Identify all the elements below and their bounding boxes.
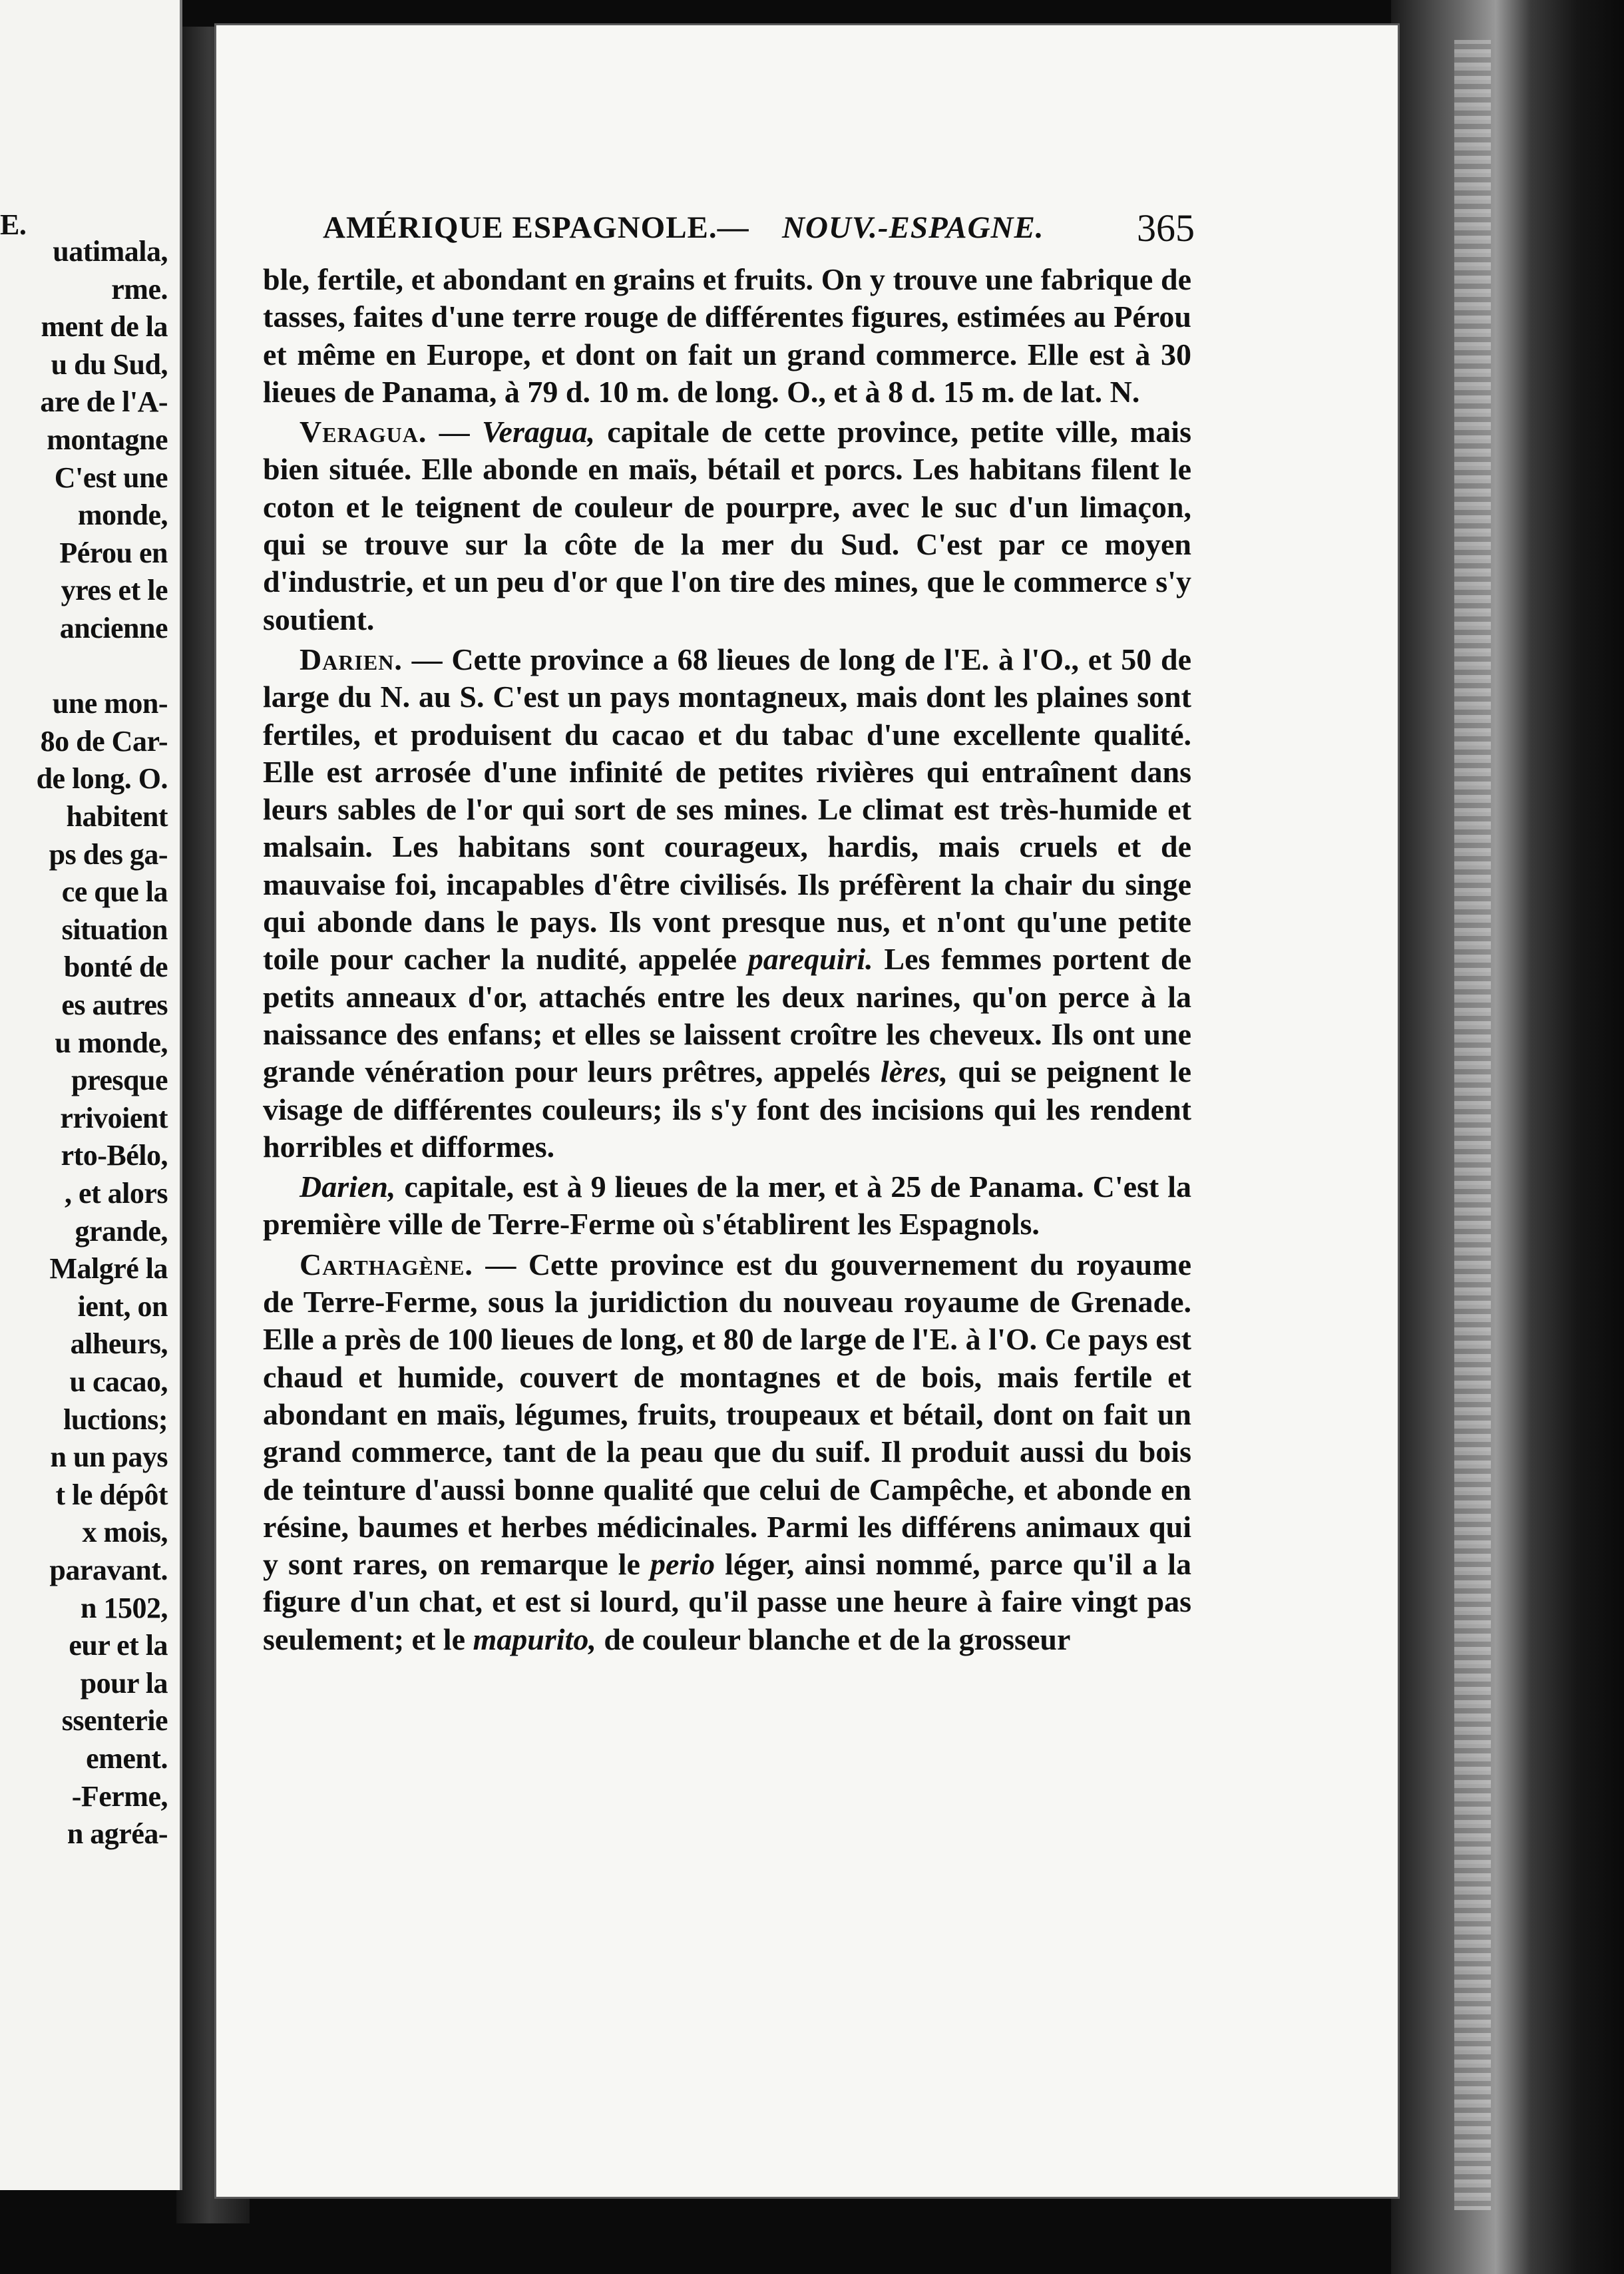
paragraph-text: de couleur blanche et de la grosseur (596, 1622, 1071, 1656)
left-page-line: pour la (80, 1666, 168, 1700)
left-page-line: ancienne (59, 612, 168, 644)
left-page-line: ps des ga- (49, 837, 168, 871)
left-page-line: ce que la (61, 875, 168, 909)
paragraph-text: qui se peignent le visage de différentes couleurs; ils s'y font des incisions qui les rendent horribles et difformes. (263, 1054, 1191, 1164)
left-page-line: yres et le (61, 574, 168, 607)
left-page-line: are de l'A- (40, 385, 168, 419)
left-page-line: u du Sud, (51, 347, 168, 381)
paragraph-continuation: ble, fertile, et abondant en grains et fruits. On y trouve une fabrique de tasses, faites d'une terre rouge de différentes figures, estimées au Pérou et même en Europe, et dont on fait un grand commerce. Elle est à 30 lieues de Panama, à 79 d. 10 m. de long. O., et à 8 d. 15 m. de lat. N. (263, 262, 1191, 409)
left-page-line: ssenterie (61, 1704, 168, 1737)
paragraph-carthagene (263, 1246, 1191, 1658)
paragraph-darien (263, 641, 1191, 1166)
city-name-darien: Darien, (300, 1170, 396, 1204)
section-heading-darien: Darien. (300, 642, 403, 676)
dash: — (427, 415, 482, 449)
page-edge-background (1391, 0, 1624, 2274)
left-page-line: montagne (47, 423, 168, 456)
left-page-line: ement. (86, 1742, 168, 1775)
left-page-line: rto-Bélo, (61, 1139, 168, 1172)
paragraph-text: — Cette province a 68 lieues de long de l'E. à l'O., et 50 de large du N. au S. C'est un pays montagneux, mais dont les plaines sont fertiles, et produisent du cacao et du tabac d'une excellente qualité. Elle est arrosée d'une infinité de petites rivières qui entraînent dans leurs sables de l'or qui sort de ses mines. Le climat est très-humide et malsain. Les habitans sont courageux, hardis, mais cruels et de mauvaise foi, incapables d'être civilisés. Ils préfèrent la chair du singe qui abonde dans le pays. Ils vont presque nus, et n'ont qu'une petite toile pour cacher la nudité, appelée (263, 642, 1191, 977)
left-page-line: Malgré la (49, 1252, 168, 1285)
page-number: 365 (1137, 206, 1195, 250)
left-page-line: , et alors (64, 1177, 168, 1210)
left-page-line: ient, on (77, 1289, 168, 1323)
paragraph-darien-city (263, 1168, 1191, 1244)
italic-term: parequiri. (747, 942, 873, 977)
left-page-line: Pérou en (59, 536, 168, 569)
italic-term: perio (650, 1547, 715, 1582)
section-heading-carthagene: Carthagène. (300, 1247, 473, 1281)
left-page-line: x mois, (82, 1516, 168, 1549)
left-page-line: presque (71, 1064, 168, 1097)
left-page-line: 8o de Car- (40, 724, 168, 758)
previous-page-fragment (0, 0, 182, 2190)
running-header (323, 206, 1195, 250)
left-page-line: situation (61, 913, 168, 946)
paragraph-veragua (263, 413, 1191, 638)
page-stack-edge (1454, 40, 1491, 2210)
paragraph-text: capitale, est à 9 lieues de la mer, et à 25 de Panama. C'est la première ville de Terre-Ferme où s'établirent les Espagnols. (263, 1170, 1191, 1242)
italic-term: mapurito, (473, 1622, 596, 1656)
left-page-line: habitent (66, 800, 168, 833)
left-page-line: u cacao, (69, 1365, 168, 1398)
left-page-line: rrivoient (60, 1101, 168, 1134)
left-page-line: paravant. (49, 1554, 168, 1586)
left-page-line: n un pays (50, 1441, 168, 1474)
left-page-line: uatimala, (53, 235, 168, 268)
left-page-line: n agréa- (67, 1817, 168, 1851)
left-page-line: es autres (61, 989, 168, 1021)
left-page-line: grande, (75, 1214, 168, 1248)
paragraph-text: capitale de cette province, petite ville, mais bien située. Elle abonde en maïs, bétail et porcs. Les habitans filent le coton et le teignent de couleur de pourpre, avec le suc d'un limaçon, qui se trouve sur la côte de la mer du Sud. C'est par ce moyen d'industrie, et un peu d'or que l'on tire des mines, que le commerce s'y soutient. (263, 415, 1191, 636)
left-page-line: une mon- (52, 687, 168, 720)
left-page-line: alheurs, (70, 1327, 168, 1361)
left-page-line: bonté de (63, 951, 168, 984)
left-page-line: C'est une (54, 461, 168, 494)
left-page-line: rme. (111, 272, 168, 306)
paragraph-text: Les femmes portent de petits anneaux d'or, attachés entre les deux narines, qu'on perce à la naissance des enfans; et elles se laissent croître les cheveux. Ils ont une grande vénération pour leurs prêtres, appelés (263, 942, 1191, 1089)
italic-term: lères, (881, 1054, 948, 1089)
header-title: AMÉRIQUE ESPAGNOLE.— (323, 210, 749, 245)
left-page-line: luctions; (63, 1403, 168, 1436)
header-subtitle: NOUV.-ESPAGNE. (782, 210, 1044, 245)
section-heading-veragua: Veragua. (300, 415, 427, 449)
left-page-line: E. (0, 208, 27, 241)
city-name-veragua: Veragua, (481, 415, 595, 449)
left-page-line: t le dépôt (55, 1478, 168, 1511)
left-page-line: n 1502, (81, 1591, 168, 1624)
paragraph-text: — Cette province est du gouvernement du royaume de Terre-Ferme, sous la juridiction du nouveau royaume de Grenade. Elle a près de 100 lieues de long, et 80 de large de l'E. à l'O. Ce pays est chaud et humide, couvert de montagnes et de bois, mais fertile et abondant en maïs, légumes, fruits, troupeaux et bétail, dont on fait un grand commerce, tant de la peau que du suif. Il produit aussi du bois de teinture d'aussi bonne qualité que celui de Campêche, et abonde en résine, baumes et herbes médicinales. Parmi les différens animaux qui y sont rares, on remarque le (263, 1247, 1191, 1582)
left-page-line: de long. O. (36, 762, 168, 796)
page-body (263, 261, 1191, 1658)
left-page-line: u monde, (55, 1026, 168, 1059)
left-page-line: ment de la (41, 310, 168, 343)
paragraph-text: léger, ainsi nommé, parce qu'il a la figure d'un chat, et est si lourd, qu'il passe une heure à faire vingt pas seulement; et le (263, 1547, 1191, 1656)
left-page-line: monde, (77, 499, 168, 532)
left-page-line: eur et la (69, 1629, 168, 1662)
left-page-line: -Ferme, (71, 1779, 168, 1813)
